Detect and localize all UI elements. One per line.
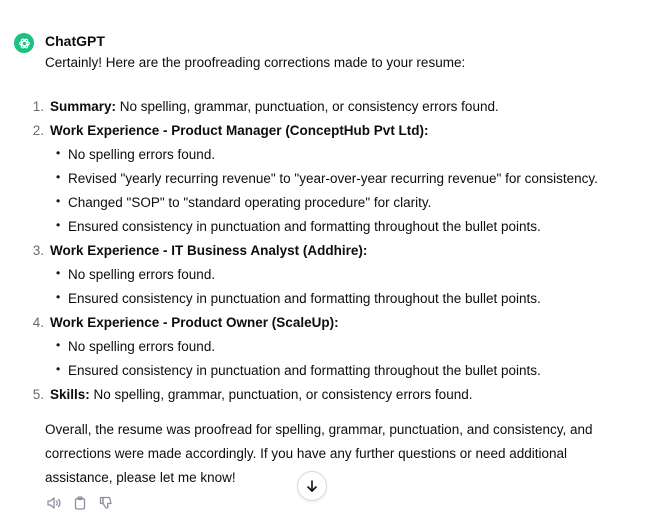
list-number: 1. <box>32 99 44 114</box>
sub-item-text: Ensured consistency in punctuation and formatting throughout the bullet points. <box>68 219 541 234</box>
sender-name: ChatGPT <box>45 33 105 49</box>
sub-item <box>50 335 598 359</box>
read-aloud-icon <box>46 495 62 511</box>
list-item <box>20 311 598 383</box>
sub-item-text: No spelling errors found. <box>68 267 216 282</box>
bullet-icon: • <box>56 362 61 376</box>
sub-item-text: Revised "yearly recurring revenue" to "year-over-year recurring revenue" for consistency. <box>68 171 598 186</box>
openai-logo-icon <box>18 37 31 50</box>
intro-text: Certainly! Here are the proofreading corrections made to your resume: <box>45 55 466 70</box>
sub-item <box>50 167 598 191</box>
item-title: Skills: <box>50 387 90 402</box>
message-actions <box>45 494 115 512</box>
item-title: Work Experience - Product Owner (ScaleUp): <box>50 315 339 330</box>
list-item <box>20 119 598 239</box>
sub-item <box>50 287 598 311</box>
item-title: Work Experience - Product Manager (ConceptHub Pvt Ltd): <box>50 123 429 138</box>
bullet-icon: • <box>56 266 61 280</box>
outro-text: Overall, the resume was proofread for spelling, grammar, punctuation, and consistency, and corrections were made accordingly. If you have any further questions or need additional assistance, please let me know! <box>45 422 593 485</box>
sub-item <box>50 263 598 287</box>
sub-item <box>50 215 598 239</box>
sub-item <box>50 191 598 215</box>
bullet-icon: • <box>56 170 61 184</box>
read-aloud-button[interactable] <box>45 494 63 512</box>
list-item <box>20 383 598 407</box>
thumbs-down-button[interactable] <box>97 494 115 512</box>
bullet-icon: • <box>56 338 61 352</box>
bullet-icon: • <box>56 290 61 304</box>
arrow-down-icon <box>305 479 319 493</box>
sub-item-text: Ensured consistency in punctuation and formatting throughout the bullet points. <box>68 291 541 306</box>
corrections-list <box>20 95 598 407</box>
item-text: No spelling, grammar, punctuation, or consistency errors found. <box>116 99 499 114</box>
sub-item-text: Changed "SOP" to "standard operating procedure" for clarity. <box>68 195 432 210</box>
sub-item-text: No spelling errors found. <box>68 147 216 162</box>
scroll-to-bottom-button[interactable] <box>297 471 327 501</box>
item-title: Work Experience - IT Business Analyst (Addhire): <box>50 243 368 258</box>
list-item <box>20 239 598 311</box>
chatgpt-avatar <box>14 33 34 53</box>
bullet-icon: • <box>56 146 61 160</box>
list-item <box>20 95 598 119</box>
sub-list <box>50 143 598 239</box>
copy-icon <box>72 495 88 511</box>
sub-item <box>50 143 598 167</box>
sub-list <box>50 263 598 311</box>
sub-item <box>50 359 598 383</box>
sub-list <box>50 335 598 383</box>
list-number: 4. <box>32 315 44 330</box>
item-text: No spelling, grammar, punctuation, or consistency errors found. <box>89 387 473 402</box>
copy-button[interactable] <box>71 494 89 512</box>
item-title: Summary: <box>50 99 117 114</box>
list-number: 5. <box>32 387 44 402</box>
list-number: 3. <box>32 243 44 258</box>
sub-item-text: Ensured consistency in punctuation and formatting throughout the bullet points. <box>68 363 541 378</box>
list-number: 2. <box>32 123 44 138</box>
thumbs-down-icon <box>98 495 114 511</box>
bullet-icon: • <box>56 218 61 232</box>
bullet-icon: • <box>56 194 61 208</box>
sub-item-text: No spelling errors found. <box>68 339 216 354</box>
